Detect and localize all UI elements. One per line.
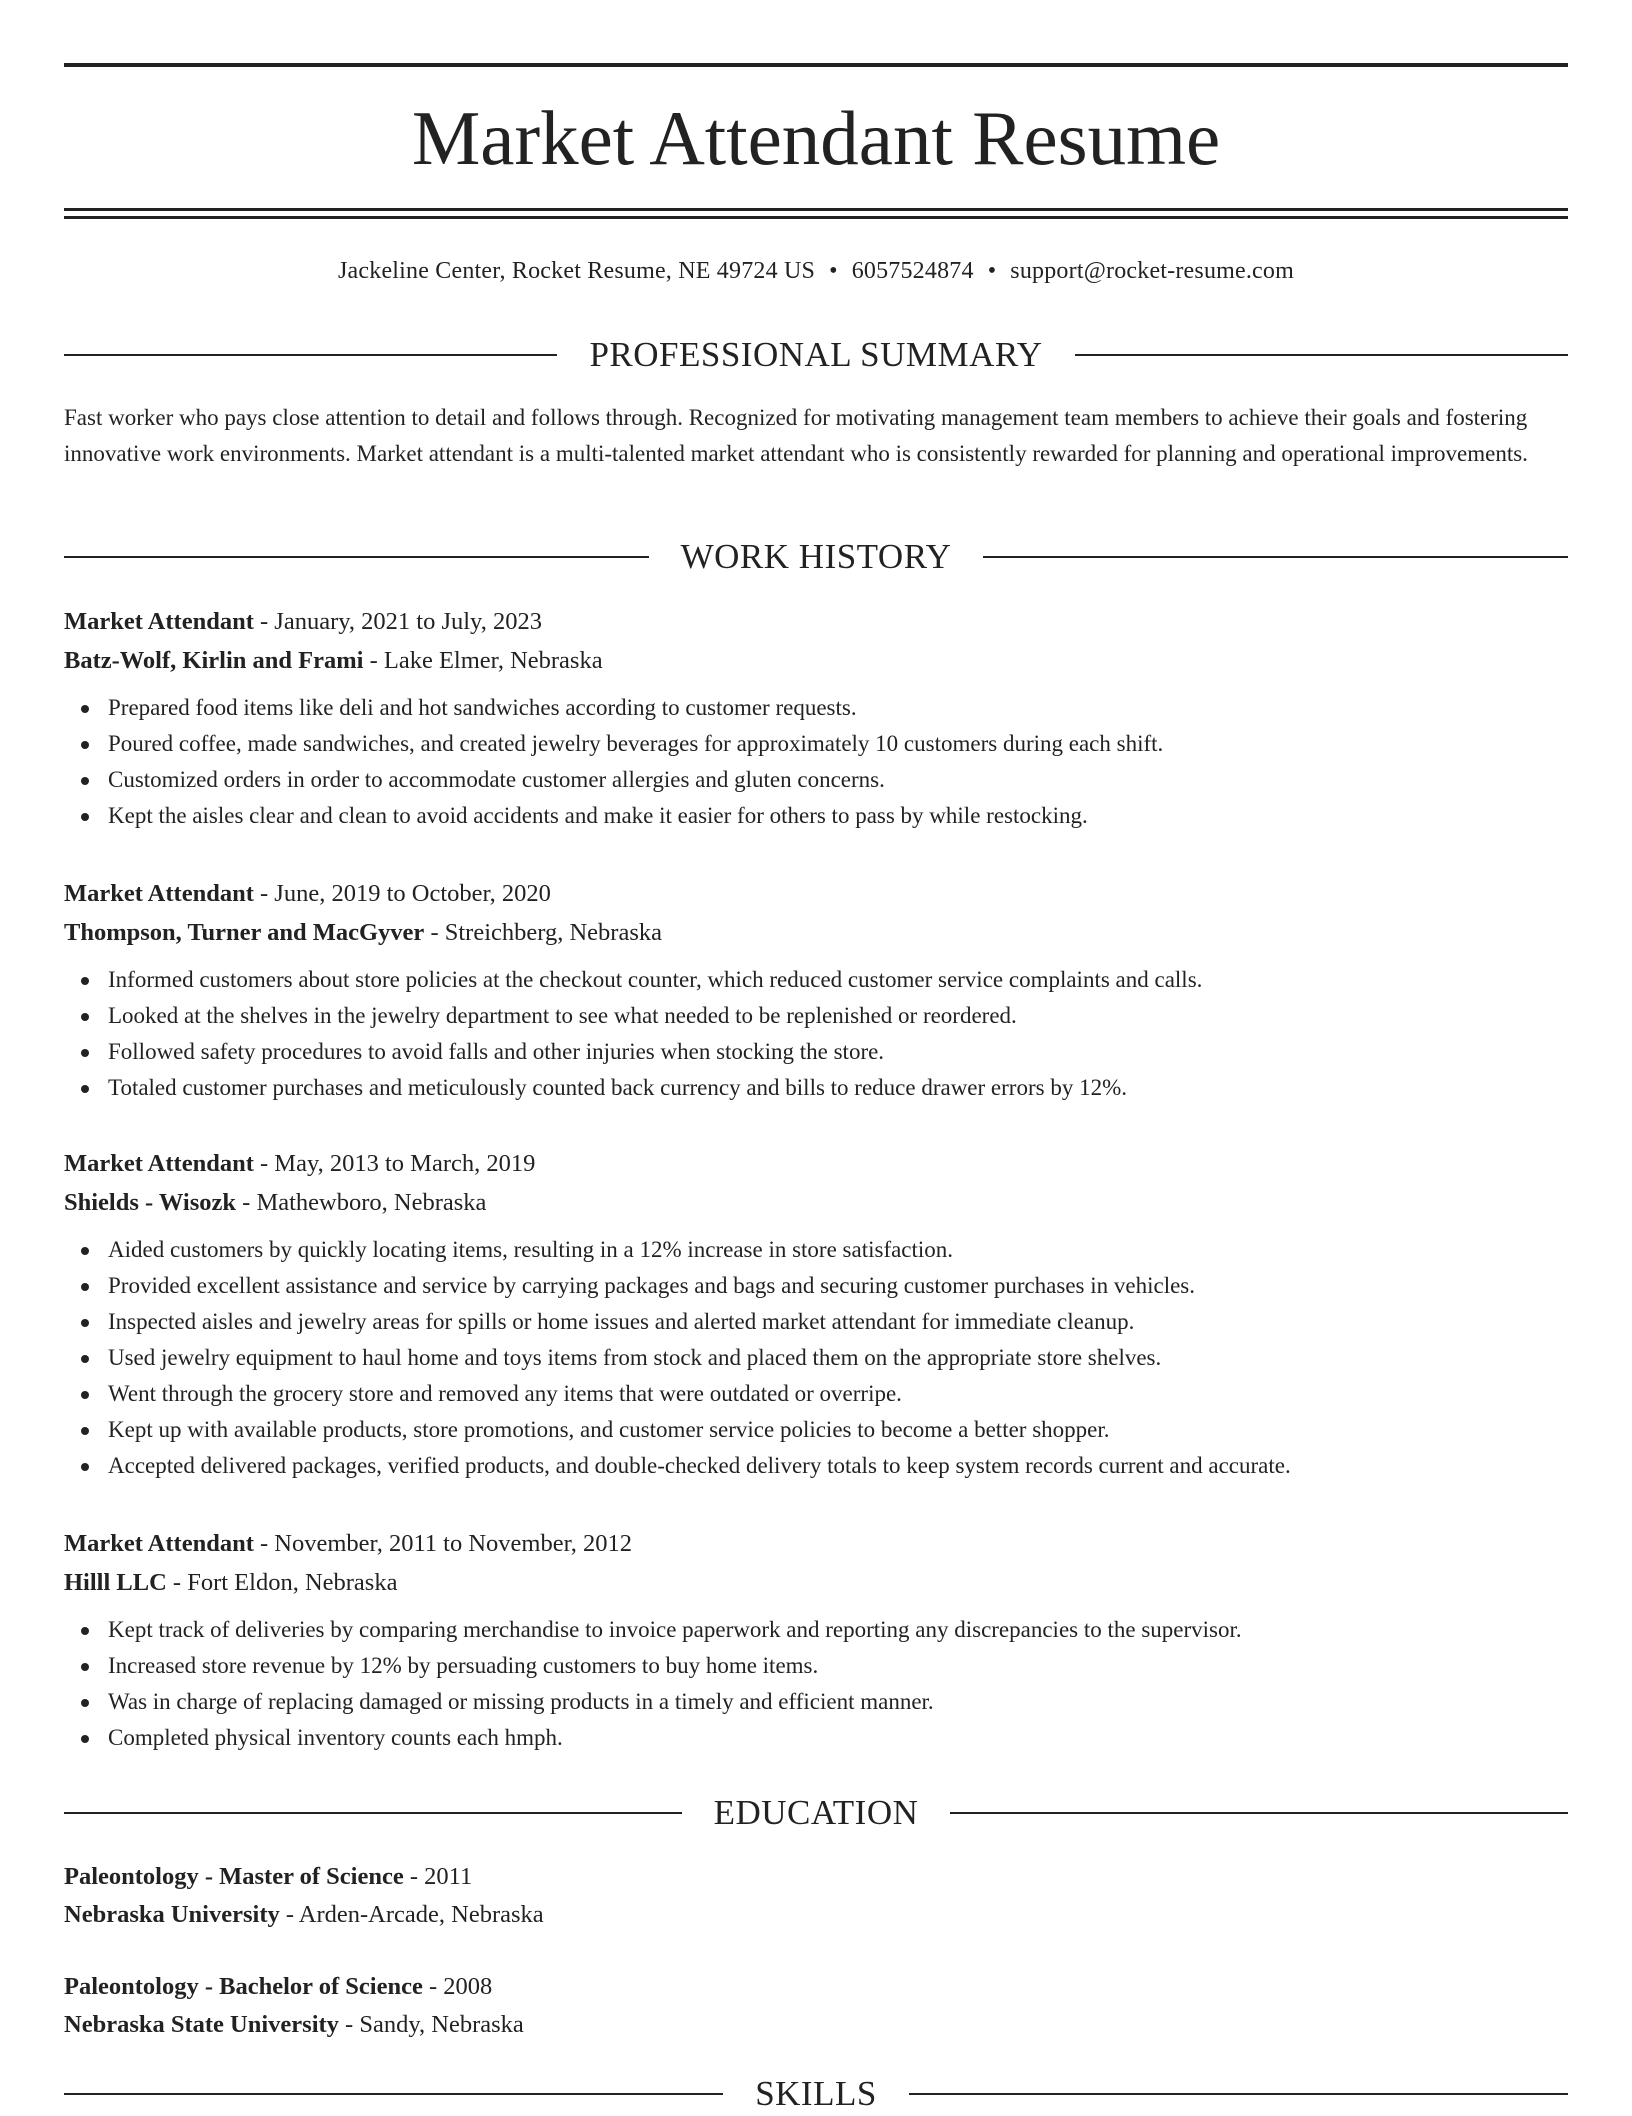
contact-line — [64, 254, 1568, 288]
heading-rule-right — [1075, 354, 1568, 356]
job-title-line — [64, 602, 1568, 641]
job-bullet: Increased store revenue by 12% by persuading customers to buy home items. — [108, 1648, 1568, 1684]
job-title: Market Attendant — [64, 880, 254, 907]
job-title: Market Attendant — [64, 1150, 254, 1177]
job-company-line — [64, 641, 1568, 680]
job-entry — [64, 602, 1568, 834]
job-dates: June, 2019 to October, 2020 — [274, 880, 551, 907]
title-rule-lower — [64, 216, 1568, 219]
separator: - — [403, 1863, 425, 1890]
job-title-line — [64, 1144, 1568, 1183]
job-entry — [64, 1144, 1568, 1484]
contact-phone: 6057524874 — [851, 258, 974, 284]
education-location: Sandy, Nebraska — [359, 2011, 524, 2038]
education-location: Arden-Arcade, Nebraska — [298, 1901, 544, 1928]
job-company: Hilll LLC — [64, 1569, 167, 1596]
contact-separator: • — [829, 258, 838, 284]
summary-text: Fast worker who pays close attention to detail and follows through. Recognized for motivating management team members to achieve their goals and fostering innovative work environments. Market attendant is a multi-talented market attendant who is consistently rewarded for planning and operational improvements. — [64, 405, 1528, 466]
heading-rule-left — [64, 1812, 682, 1814]
job-location: Mathewboro, Nebraska — [256, 1189, 487, 1216]
job-bullet: Accepted delivered packages, verified products, and double-checked delivery totals to keep system records current and accurate. — [108, 1448, 1568, 1484]
education-year: 2011 — [424, 1863, 473, 1890]
job-company: Thompson, Turner and MacGyver — [64, 919, 425, 946]
job-bullet: Informed customers about store policies at the checkout counter, which reduced customer service complaints and calls. — [108, 962, 1568, 998]
job-bullet: Kept track of deliveries by comparing merchandise to invoice paperwork and reporting any discrepancies to the supervisor. — [108, 1612, 1568, 1648]
section-title: EDUCATION — [713, 1793, 919, 1832]
job-bullet: Used jewelry equipment to haul home and toys items from stock and placed them on the appropriate store shelves. — [108, 1340, 1568, 1376]
job-bullet: Went through the grocery store and removed any items that were outdated or overripe. — [108, 1376, 1568, 1412]
job-location: Lake Elmer, Nebraska — [383, 647, 603, 674]
job-bullet: Provided excellent assistance and service by carrying packages and bags and securing customer purchases in vehicles. — [108, 1268, 1568, 1304]
contact-separator: • — [987, 258, 997, 284]
education-school: Nebraska University — [64, 1901, 280, 1928]
education-degree: Paleontology - Bachelor of Science — [64, 1973, 423, 2000]
job-bullets — [64, 1232, 1568, 1484]
separator: - — [253, 1530, 275, 1557]
job-bullets — [64, 690, 1568, 834]
section-title: WORK HISTORY — [680, 537, 952, 576]
separator: - — [363, 647, 384, 674]
education-entry — [64, 1968, 1568, 2044]
job-company-line — [64, 913, 1568, 952]
job-bullet: Was in charge of replacing damaged or missing products in a timely and efficient manner. — [108, 1684, 1568, 1720]
separator: - — [253, 880, 275, 907]
job-entry — [64, 874, 1568, 1106]
job-bullet: Aided customers by quickly locating items, resulting in a 12% increase in store satisfaction. — [108, 1232, 1568, 1268]
education-degree-line — [64, 1858, 1568, 1896]
separator: - — [338, 2011, 360, 2038]
education-school-line — [64, 1896, 1568, 1934]
job-dates: January, 2021 to July, 2023 — [274, 608, 542, 635]
job-entry — [64, 1524, 1568, 1756]
section-heading-education — [64, 1791, 1568, 1835]
separator: - — [253, 1150, 275, 1177]
section-heading-skills — [64, 2072, 1568, 2116]
job-bullets — [64, 962, 1568, 1106]
education-school-line — [64, 2006, 1568, 2044]
title-rule-upper — [64, 208, 1568, 211]
job-bullet: Prepared food items like deli and hot sandwiches according to customer requests. — [108, 690, 1568, 726]
job-title-line — [64, 1524, 1568, 1563]
heading-rule-left — [64, 556, 649, 558]
contact-address: Jackeline Center, Rocket Resume, NE 49724 US — [338, 258, 816, 284]
job-company-line — [64, 1563, 1568, 1602]
heading-rule-right — [950, 1812, 1568, 1814]
separator: - — [166, 1569, 188, 1596]
heading-rule-left — [64, 354, 557, 356]
job-title: Market Attendant — [64, 608, 254, 635]
education-entry — [64, 1858, 1568, 1934]
job-dates: May, 2013 to March, 2019 — [274, 1150, 536, 1177]
job-bullet: Followed safety procedures to avoid falls and other injuries when stocking the store. — [108, 1034, 1568, 1070]
education-year: 2008 — [443, 1973, 493, 2000]
job-bullet: Kept up with available products, store promotions, and customer service policies to become a better shopper. — [108, 1412, 1568, 1448]
job-bullet: Completed physical inventory counts each hmph. — [108, 1720, 1568, 1756]
job-bullet: Poured coffee, made sandwiches, and created jewelry beverages for approximately 10 customers during each shift. — [108, 726, 1568, 762]
job-bullet: Inspected aisles and jewelry areas for spills or home issues and alerted market attendant for immediate cleanup. — [108, 1304, 1568, 1340]
job-bullet: Customized orders in order to accommodate customer allergies and gluten concerns. — [108, 762, 1568, 798]
section-title: SKILLS — [755, 2074, 877, 2113]
separator: - — [279, 1901, 299, 1928]
job-company: Shields - Wisozk — [64, 1189, 237, 1216]
job-title-line — [64, 874, 1568, 913]
heading-rule-right — [909, 2093, 1568, 2095]
job-dates: November, 2011 to November, 2012 — [274, 1530, 633, 1557]
job-location: Streichberg, Nebraska — [444, 919, 662, 946]
education-degree-line — [64, 1968, 1568, 2006]
job-title: Market Attendant — [64, 1530, 254, 1557]
section-heading-work-history — [64, 535, 1568, 579]
job-bullet: Looked at the shelves in the jewelry department to see what needed to be replenished or reordered. — [108, 998, 1568, 1034]
heading-rule-left — [64, 2093, 723, 2095]
job-company-line — [64, 1183, 1568, 1222]
job-bullet: Kept the aisles clear and clean to avoid accidents and make it easier for others to pass by while restocking. — [108, 798, 1568, 834]
resume-title: Market Attendant Resume — [411, 95, 1221, 181]
separator: - — [422, 1973, 444, 2000]
job-bullet: Totaled customer purchases and meticulously counted back currency and bills to reduce drawer errors by 12%. — [108, 1070, 1568, 1106]
job-bullets — [64, 1612, 1568, 1756]
heading-rule-right — [983, 556, 1568, 558]
job-company: Batz-Wolf, Kirlin and Frami — [64, 647, 364, 674]
education-school: Nebraska State University — [64, 2011, 339, 2038]
separator: - — [424, 919, 445, 946]
separator: - — [253, 608, 275, 635]
separator: - — [236, 1189, 257, 1216]
section-heading-summary — [64, 333, 1568, 377]
contact-email: support@rocket-resume.com — [1010, 258, 1294, 284]
section-title: PROFESSIONAL SUMMARY — [589, 335, 1043, 374]
education-degree: Paleontology - Master of Science — [64, 1863, 404, 1890]
top-rule — [64, 63, 1568, 67]
job-location: Fort Eldon, Nebraska — [187, 1569, 398, 1596]
